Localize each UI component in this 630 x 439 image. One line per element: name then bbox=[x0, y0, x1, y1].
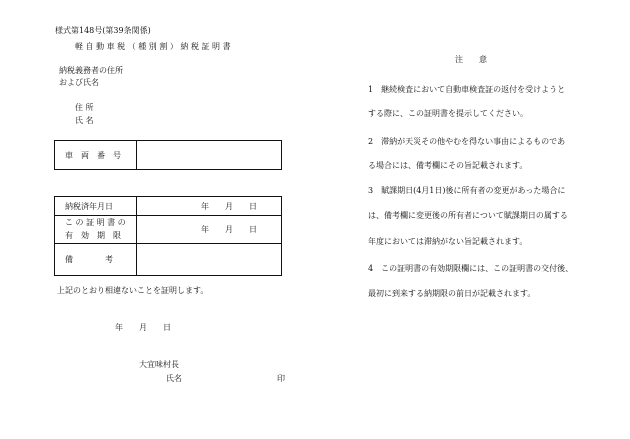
remarks-label: 備 考 bbox=[65, 255, 113, 264]
vehicle-number-table bbox=[54, 140, 282, 170]
vehicle-number-label: 車 両 番 号 bbox=[65, 151, 121, 160]
note-line: 3 賦課期日(4月1日)後に所有者の変更があった場合に bbox=[368, 186, 566, 195]
taxpayer-label-line1: 納税義務者の住所 bbox=[59, 66, 123, 75]
taxpayer-address-label: 住 所 bbox=[75, 103, 94, 112]
payment-table bbox=[54, 196, 282, 276]
paid-date-label: 納税済年月日 bbox=[65, 202, 113, 211]
payment-table-divider bbox=[136, 197, 137, 275]
certification-text: 上記のとおり相違ないことを証明します。 bbox=[57, 286, 209, 295]
note-line: 1 継続検査において自動車検査証の返付を受けようと bbox=[368, 85, 566, 94]
note-line: 年度においては滞納がない旨記載されます。 bbox=[368, 237, 528, 246]
note-line: 最初に到来する納期限の前日が記載されます。 bbox=[368, 289, 536, 298]
issue-date: 年 月 日 bbox=[115, 323, 171, 332]
validity-value: 年 月 日 bbox=[201, 225, 257, 234]
vehicle-table-divider bbox=[136, 141, 137, 169]
form-number: 様式第148号(第39条関係) bbox=[55, 26, 151, 35]
paid-date-value: 年 月 日 bbox=[201, 202, 257, 211]
notes-heading: 注 意 bbox=[455, 55, 487, 64]
issuer-name-label: 氏名 bbox=[166, 374, 182, 383]
payment-table-rule-1 bbox=[55, 215, 281, 216]
issuer-seal: 印 bbox=[277, 374, 285, 383]
validity-label-line1: こ の 証 明 書 の bbox=[65, 218, 126, 227]
note-line: 4 この証明書の有効期限欄には、この証明書の交付後、 bbox=[368, 264, 574, 273]
taxpayer-label-line2: および氏名 bbox=[59, 78, 99, 87]
note-line: は、備考欄に変更後の所有者について賦課期日の属する bbox=[368, 211, 568, 220]
taxpayer-name-label: 氏 名 bbox=[75, 116, 94, 125]
note-line: 2 滞納が天災その他やむを得ない事由によるものであ bbox=[368, 137, 566, 146]
note-line: る場合には、備考欄にその旨記載されます。 bbox=[368, 161, 528, 170]
validity-label-line2: 有 効 期 限 bbox=[65, 231, 121, 240]
note-line: する際に、この証明書を提示してください。 bbox=[368, 109, 528, 118]
payment-table-rule-2 bbox=[55, 243, 281, 244]
issuer-title: 大宜味村長 bbox=[139, 360, 179, 369]
form-title: 軽 自 動 車 税 （ 種 別 割 ） 納 税 証 明 書 bbox=[75, 42, 231, 51]
